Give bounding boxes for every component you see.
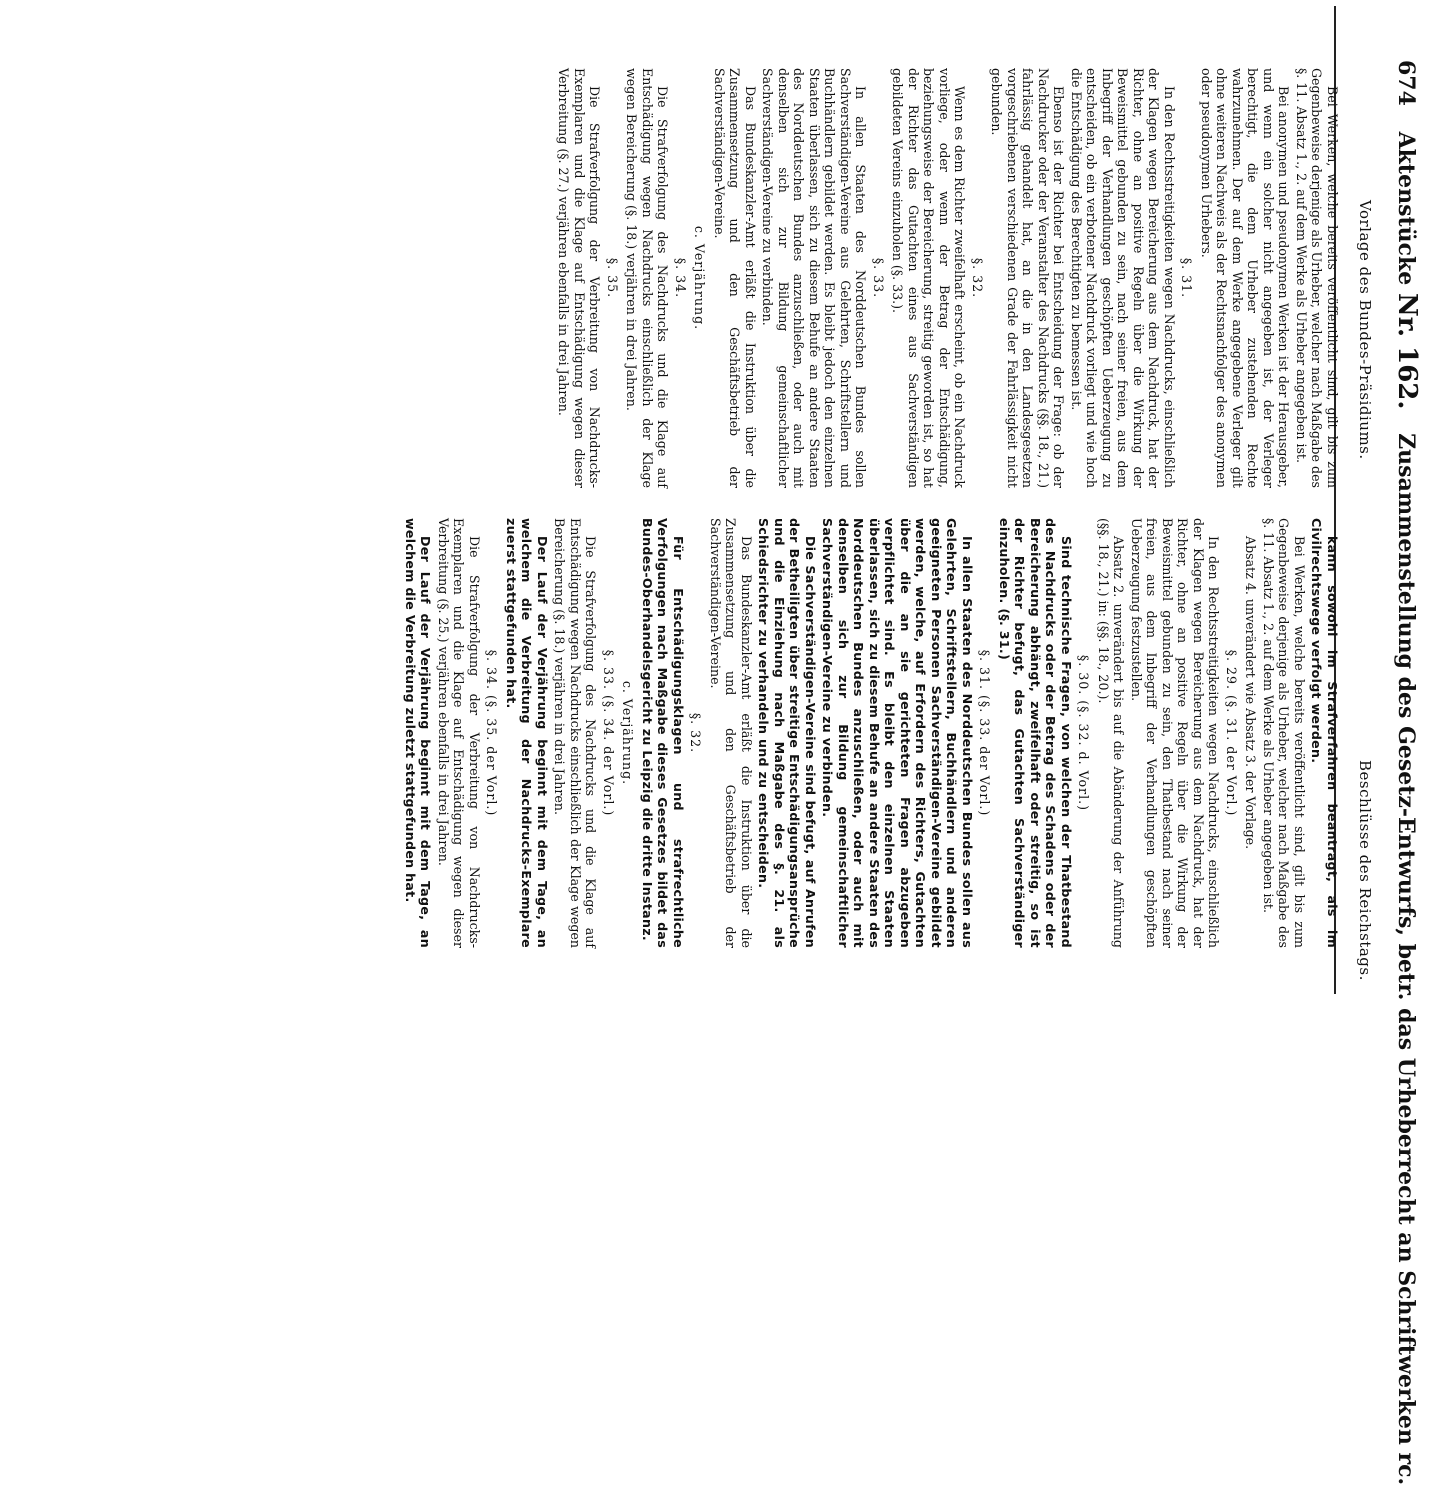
section-heading: §. 33. [871,257,886,299]
paragraph: Die Strafverfolgung des Nachdrucks und die Klage auf Entschädigung wegen Nachdrucks einschließlich der Klage wegen Bereicherung (§. 18.) verjähren in drei Jahren. [624,68,671,488]
paragraph: In allen Staaten des Norddeutschen Bundes sollen Sachverständigen-Vereine aus Gelehrten, Schriftstellern und Buchhändlern gebildet werden. Es bleibt jedoch den einzelnen Staaten überlassen, sich zu diesem Behufe an andere Staaten des Norddeutschen Bundes anzuschließen, oder auch mit denselben sich zur Bildung gemeinschaftlicher Sachverständigen-Vereine zu verbinden. [760,68,869,488]
section-heading: §. 33. (§. 34. der Vorl.) [601,649,616,817]
paragraph: In den Rechtsstreitigkeiten wegen Nachdrucks, einschließlich der Klagen wegen Bereicherung aus dem Nachdruck, hat der Richter, ohne an positive Regeln über die Wirkung der Beweismittel gebunden zu sein, den Thatbestand nach seiner freien, aus dem Inbegriff der Verhandlungen geschöpften Ueberzeugung festzustellen. [1129,518,1222,948]
page-number: 674 [1393,60,1419,106]
paragraph: Absatz 4. unverändert wie Absatz 3. der Vorlage. [1243,536,1259,850]
document-number: Nr. 162. [1392,292,1422,410]
section-heading: §. 31. [1179,257,1195,299]
section-heading: §. 31. (§. 33. der Vorl.) [977,649,993,817]
doc-label: Aktenstücke [1393,131,1419,286]
section-heading: c. Verjährung. [620,680,636,786]
paragraph: Absatz 2. unverändert bis auf die Abänderung der Anführung (§§. 18., 21.) in: (§§. 18., 20.). [1096,518,1127,948]
section-heading: §. 34. [673,257,688,299]
page-header [1392,60,1422,1485]
section-heading: §. 32. [688,712,704,754]
left-column-heading: Vorlage des Bundes-Präsidiums. [1356,200,1374,460]
paragraph: Das Bundeskanzler-Amt erläßt die Instruktion über die Zusammensetzung und den Geschäftsbetrieb der Sachverständigen-Vereine. [712,68,758,488]
paragraph-amended: Der Lauf der Verjährung beginnt mit dem Tage, an welchem die Verbreitung der Nachdrucks-Exemplare zuerst stattgefunden hat. [504,518,550,948]
paragraph: Wenn es dem Richter zweifelhaft erscheint, ob ein Nachdruck vorliege, oder wenn der Betrag der Entschädigung, beziehungsweise der Bereicherung, streitig geworden ist, so hat der Richter das Gutachten eines aus Sachverständigen gebildeten Vereins einzuholen (§. 33.). [890,68,968,488]
paragraph-amended: Der Lauf der Verjährung beginnt mit dem Tage, an welchem die Verbreitung zuletzt stattgefunden hat. [403,518,434,948]
paragraph: Bei Werken, welche bereits veröffentlicht sind, gilt bis zum Gegenbeweise derjenige als Urheber, welcher nach Maßgabe des §. 11. Absatz 1., 2. auf dem Werke als Urheber angegeben ist. [1294,68,1340,488]
section-heading: §. 29. (§. 31. der Vorl.) [1224,649,1239,817]
page-title: Zusammenstellung des Gesetz-Entwurfs, betr. das Urheberrecht an Schriftwerken rc. [1393,433,1419,1485]
section-heading: c. Verjährung. [692,225,708,331]
left-column-vorlage [554,68,1340,488]
paragraph: Die Strafverfolgung der Verbreitung von Nachdrucks-Exemplaren und die Klage auf Entschädigung wegen dieser Verbreitung (§. 25.) verjähren ebenfalls in drei Jahren. [436,518,482,948]
paragraph-amended: Sind technische Fragen, von welchen der Thatbestand des Nachdrucks oder der Betrag des Schadens oder der Bereicherung abhängt, zweifelhaft oder streitig, so ist der Richter befugt, das Gutachten Sachverständiger einzuholen. (§. 31.) [997,518,1074,948]
paragraph: Die Strafverfolgung des Nachdrucks und die Klage auf Entschädigung wegen Nachdrucks einschließlich der Klage wegen Bereicherung (§. 18.) verjähren in drei Jahren. [552,518,599,948]
paragraph: Das Bundeskanzler-Amt erläßt die Instruktion über die Zusammensetzung und den Geschäftsbetrieb der Sachverständigen-Vereine. [708,518,754,948]
paragraph-amended: In allen Staaten des Norddeutschen Bundes sollen aus Gelehrten, Schriftstellern, Buchhändlern und anderen geeigneten Personen Sachverständigen-Vereine gebildet werden, welche, auf Erfordern des Richters, Gutachten über die an sie gerichteten Fragen abzugeben verpflichtet sind. Es bleibt den einzelnen Staaten überlassen, sich zu diesem Behufe an andere Staaten des Norddeutschen Bundes anzuschließen, oder auch mit denselben sich zur Bildung gemeinschaftlicher Sachverständigen-Vereine zu verbinden. [820,518,975,948]
section-heading: §. 32. [970,257,985,299]
paragraph: Ebenso ist der Richter bei Entscheidung der Frage: ob der Nachdrucker oder der Veranstalter des Nachdrucks (§§. 18., 21.) fahrlässig gehandelt hat, an die in den Landesgesetzen vorgeschriebenen verschiedenen Grade der Fahrlässigkeit nicht gebunden. [989,68,1067,488]
section-heading: §. 30. (§. 32. d. Vorl.) [1076,654,1092,812]
section-heading: §. 35. [605,257,620,299]
section-heading: §. 34. (§. 35. der Vorl.) [484,649,500,817]
paragraph: Bei Werken, welche bereits veröffentlicht sind, gilt bis zum Gegenbeweise derjenige als Urheber, welcher nach Maßgabe des §. 11. Absatz 1., 2. auf dem Werke als Urheber angegeben ist. [1261,518,1307,948]
paragraph-amended: Die Sachverständigen-Vereine sind befugt, auf Anrufen der Betheiligten über streitige Entschädigungsansprüche und die Einziehung nach Maßgabe des §. 21. als Schiedsrichter zu verhandeln und zu entscheiden. [756,518,818,948]
paragraph-amended: Für Entschädigungsklagen und strafrechtliche Verfolgungen nach Maßgabe dieses Gesetzes bildet das Bundes-Oberhandelsgericht zu Leipzig die dritte Instanz. [640,518,686,948]
right-column-heading: Beschlüsse des Reichstags. [1356,760,1374,981]
paragraph: Die Strafverfolgung der Verbreitung von Nachdrucks-Exemplaren und die Klage auf Entschädigung wegen dieser Verbreitung (§. 27.) verjähren ebenfalls in drei Jahren. [556,68,603,488]
paragraph: In den Rechtsstreitigkeiten wegen Nachdrucks, einschließlich der Klagen wegen Bereicherung aus dem Nachdruck, hat der Richter, ohne an positive Regeln über die Wirkung der Beweismittel gebunden zu sein, nach seiner freien, aus dem Inbegriff der Verhandlungen geschöpften Ueberzeugung zu entscheiden, ob ein verbotener Nachdruck vorliegt und wie hoch die Entschädigung des Berechtigten zu bemessen ist. [1069,68,1177,488]
right-column-beschluesse [401,518,1341,948]
paragraph-amended: kann sowohl im Strafverfahren beantragt, als im Civilrechtswege verfolgt werden. [1309,518,1340,948]
paragraph: Bei anonymen und pseudonymen Werken ist der Herausgeber, und wenn ein solcher nicht angegeben ist, der Verleger berechtigt, die dem Urheber zustehenden Rechte wahrzunehmen. Der auf dem Werke angegebene Verleger gilt ohne weiteren Nachweis als der Rechtsnachfolger des anonymen oder pseudonymen Urhebers. [1199,68,1292,488]
